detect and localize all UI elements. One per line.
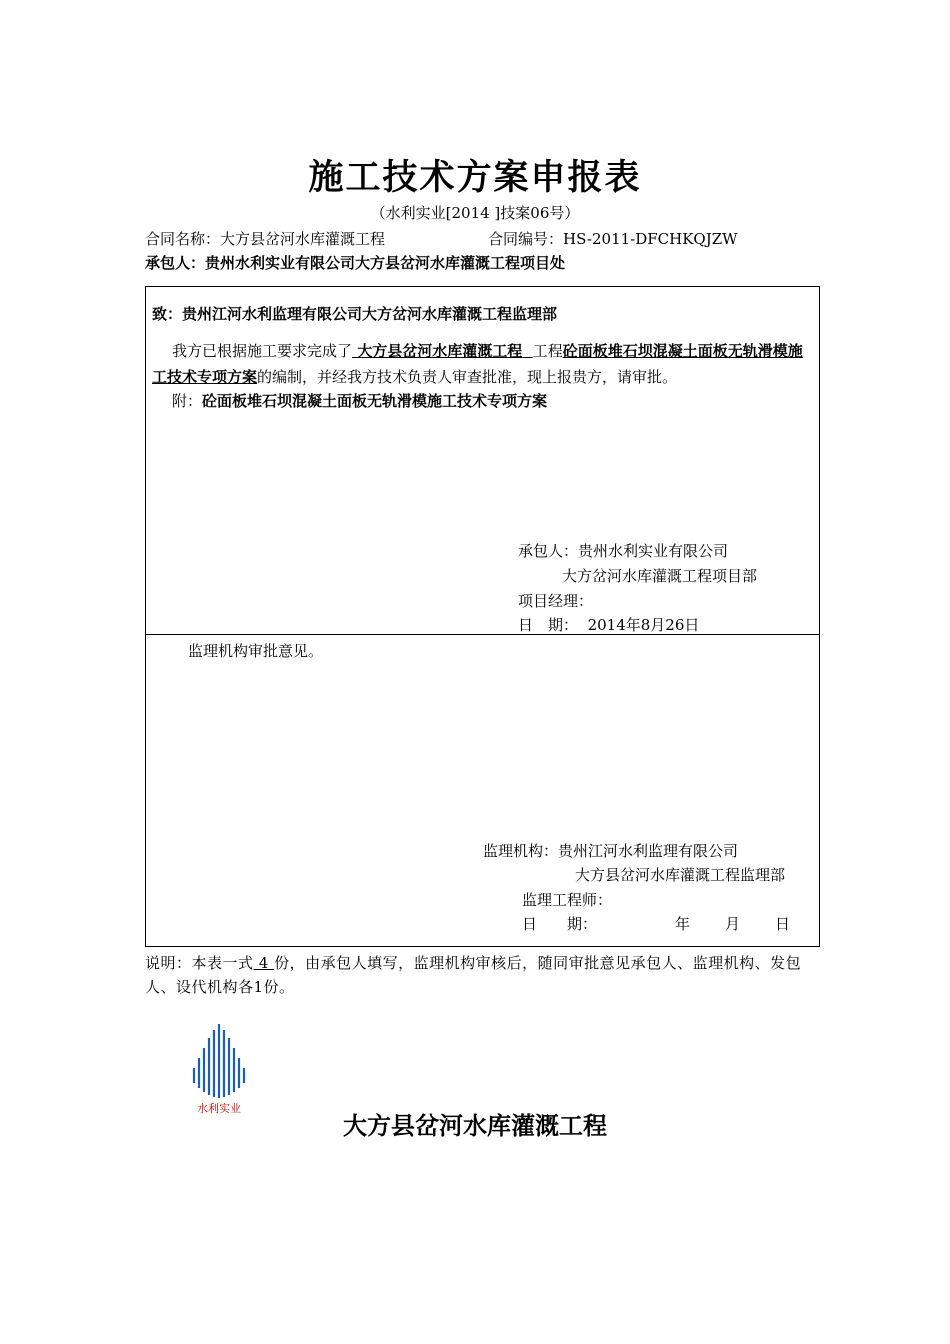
page-title: 施工技术方案申报表 <box>308 158 642 198</box>
body-suffix: 的编制，并经我方技术负责人审查批准，现上报贵方，请审批。 <box>257 368 678 386</box>
attachment-value: 砼面板堆石坝混凝土面板无轨滑模施工技术专项方案 <box>202 392 548 410</box>
supervision-opinion: 监理机构审批意见。 <box>188 642 324 660</box>
logo-icon <box>185 1022 253 1116</box>
supervision-date-day: 日 <box>775 915 791 933</box>
sign-date <box>518 614 699 635</box>
sign-manager: 项目经理： <box>518 592 594 610</box>
supervision-date-year: 年 <box>675 915 691 933</box>
sign-date-value: 2014年8月26日 <box>587 616 700 634</box>
sign-dept: 大方岔河水库灌溉工程项目部 <box>562 567 758 585</box>
contract-number-value: HS-2011-DFCHKQJZW <box>563 230 738 248</box>
body-mid: 工程 <box>532 342 563 360</box>
body-project: 大方县岔河水库灌溉工程 <box>357 342 523 360</box>
project-name: 大方县岔河水库灌溉工程 <box>343 1112 607 1140</box>
logo-text: 水利实业 <box>197 1102 241 1115</box>
supervision-org: 监理机构：贵州江河水利监理有限公司 <box>483 842 739 860</box>
supervision-date-month: 月 <box>725 915 741 933</box>
attachment <box>172 390 547 411</box>
contract-name-label: 合同名称： <box>145 230 221 248</box>
contract-number-label: 合同编号： <box>488 230 564 248</box>
document-number: （水利实业[2014 ]技案06号） <box>370 204 580 222</box>
contract-number <box>488 228 738 249</box>
supervision-dept: 大方县岔河水库灌溉工程监理部 <box>575 866 786 884</box>
supervision-engineer: 监理工程师： <box>522 891 613 909</box>
sign-date-label: 日 期： <box>518 616 579 634</box>
contractor-line: 承包人：贵州水利实业有限公司大方县岔河水库灌溉工程项目处 <box>145 254 566 272</box>
attachment-label: 附： <box>172 392 203 410</box>
supervision-date-label: 日 期： <box>522 915 598 933</box>
sign-contractor: 承包人：贵州水利实业有限公司 <box>518 542 729 560</box>
body-plan: 砼面板堆石坝混凝土面板无轨滑模施工技术专项方案 <box>152 342 803 386</box>
company-logo <box>185 1022 253 1116</box>
form-divider <box>145 634 820 635</box>
addressee: 致：贵州江河水利监理有限公司大方岔河水库灌溉工程监理部 <box>152 305 558 323</box>
note-rest: 份，由承包人填写，监理机构审核后，随同审批意见承包人、监理机构、发包人、设代机构各1份。 <box>145 954 802 996</box>
body-prefix: 我方已根据施工要求完成了 <box>172 342 353 360</box>
note-copies: 4 <box>258 954 269 972</box>
contract-name <box>145 228 385 249</box>
submission-body <box>152 338 812 390</box>
form-note <box>145 951 825 999</box>
note-prefix: 说明：本表一式 <box>145 954 254 972</box>
contract-name-value: 大方县岔河水库灌溉工程 <box>220 230 386 248</box>
